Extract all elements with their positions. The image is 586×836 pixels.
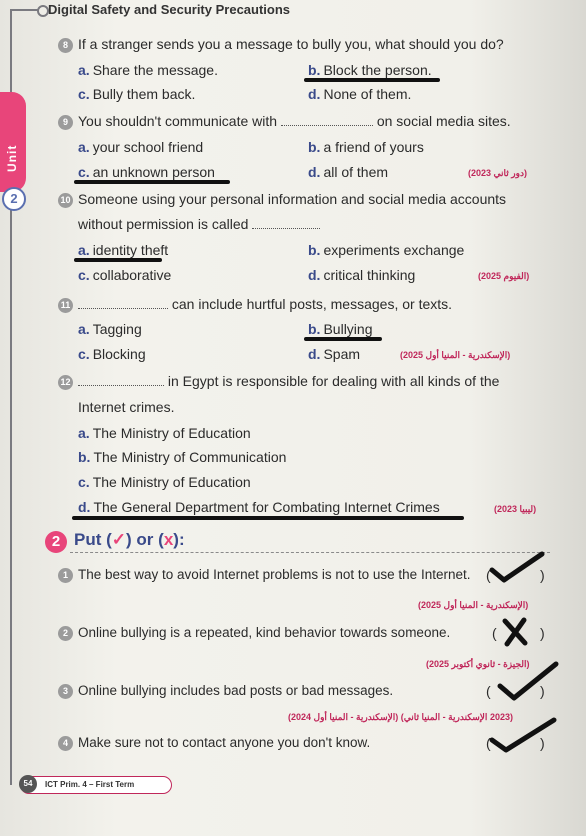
option-b: b. The Ministry of Communication [78,449,287,465]
question-text-after: can include hurtful posts, messages, or texts. [171,296,453,312]
option-d: d. The General Department for Combating Internet Crimes [78,499,440,515]
statement-4 [58,735,370,751]
statement-text: Online bullying includes bad posts or bad messages. [78,683,394,698]
exam-source: (2025 الفيوم) [478,271,530,281]
section-2-badge: 2 [45,531,67,553]
statement-number-badge: 2 [58,626,73,641]
check-mark-icon [488,716,558,754]
answer-paren-close: ) [540,683,545,699]
question-number-badge: 8 [58,38,73,53]
option-text: Share the message. [92,62,218,78]
page-header-title: Digital Safety and Security Precautions [48,2,291,17]
section-2-title [74,530,185,550]
option-d: d. critical thinking [308,267,416,283]
answer-paren-open: ( [486,683,491,699]
section-divider [70,552,550,554]
exam-source: (2024 الإسكندرية - المنيا أول) (2023 الإسكندرية - المنيا ثاني) [288,712,513,722]
statement-number-badge: 3 [58,684,73,699]
question-text-line2: Internet crimes. [78,399,175,415]
answer-blank [78,308,168,309]
option-c: c. collaborative [78,267,172,283]
answer-blank [78,385,164,386]
page-number: 54 [19,775,37,793]
title-part: ): [173,530,185,549]
question-number-badge: 12 [58,375,73,390]
option-c: c. Blocking [78,346,146,362]
answer-paren-close: ) [540,735,545,751]
unit-label: Unit [5,144,19,172]
option-b: b. experiments exchange [308,242,465,258]
question-12-line2 [78,399,174,415]
option-d: d. all of them [308,164,389,180]
question-12 [58,373,499,390]
question-text-before: You shouldn't communicate with [78,113,278,129]
rail-top-line [10,9,40,11]
question-number-badge: 10 [58,193,73,208]
option-a: a. The Ministry of Education [78,425,251,441]
answer-underline [72,516,464,520]
option-text: all of them [323,164,389,180]
option-text: experiments exchange [323,242,465,258]
exam-source: (2023 دور ثاني) [468,168,527,178]
option-b: b. Bullying [308,321,373,337]
option-text: Spam [323,346,361,362]
question-text: If a stranger sends you a message to bully you, what should you do? [78,36,504,52]
option-a: a. identity theft [78,242,169,258]
option-c: c. Bully them back. [78,86,196,102]
exam-source: (2025 الإسكندرية - المنيا أول) [418,600,529,610]
question-11 [58,296,452,313]
title-part: ) or ( [126,530,164,549]
option-text: an unknown person [92,164,215,180]
title-part: Put ( [74,530,112,549]
footer-text: ICT Prim. 4 – First Term [45,780,135,789]
option-a: a. Share the message. [78,62,218,78]
option-text: The Ministry of Education [92,474,251,490]
option-text: The General Department for Combating Internet Crimes [93,499,440,515]
answer-underline [304,78,440,82]
cross-mark-icon [500,616,530,648]
question-text-line1: Someone using your personal information and social media accounts [78,191,507,207]
option-text: collaborative [92,267,172,283]
option-text: The Ministry of Education [92,425,251,441]
option-text: identity theft [92,242,169,258]
statement-number-badge: 1 [58,568,73,583]
statement-text: Make sure not to contact anyone you don't know. [78,735,371,750]
option-text: critical thinking [323,267,416,283]
question-number-badge: 11 [58,298,73,313]
unit-tab [0,92,26,206]
option-text: Bullying [323,321,373,337]
exam-source: (2023 ليبيا) [494,504,537,514]
check-mark-icon [488,550,546,584]
option-b: b. Block the person. [308,62,432,78]
option-a: a. Tagging [78,321,142,337]
option-text: The Ministry of Communication [93,449,287,465]
question-10-line2 [78,216,320,232]
page-footer [20,776,172,794]
option-text: Tagging [92,321,142,337]
unit-number-badge: 2 [2,187,26,211]
check-symbol: ✓ [111,530,127,549]
option-b: b. a friend of yours [308,139,424,155]
option-text: Block the person. [323,62,432,78]
exam-source: (2025 الإسكندرية - المنيا أول) [400,350,511,360]
option-c: c. The Ministry of Education [78,474,251,490]
answer-underline [74,258,162,262]
answer-paren-close: ) [540,567,545,583]
question-8 [58,36,504,53]
question-text-line2: without permission is called [78,216,249,232]
question-text-line1: in Egypt is responsible for dealing with all kinds of the [167,373,500,389]
option-text: a friend of yours [323,139,424,155]
question-9 [58,113,511,130]
statement-text: The best way to avoid Internet problems is not to use the Internet. [78,567,471,582]
option-text: Bully them back. [92,86,196,102]
option-text: your school friend [92,139,204,155]
exam-source: (2025 الجيزة - ثانوي أكتوبر) [426,659,530,669]
answer-blank [252,228,320,229]
statement-2 [58,625,450,641]
answer-paren-open: ( [492,625,497,641]
question-text-after: on social media sites. [376,113,511,129]
question-10 [58,191,506,208]
statement-number-badge: 4 [58,736,73,751]
option-c: c. an unknown person [78,164,215,180]
answer-underline [304,337,382,341]
answer-blank [281,125,373,126]
answer-paren-close: ) [540,625,545,641]
option-text: Blocking [92,346,146,362]
option-text: None of them. [323,86,412,102]
answer-paren-open: ( [486,735,491,751]
answer-paren-open: ( [486,567,491,583]
option-d: d. Spam [308,346,361,362]
x-symbol: x [163,530,174,549]
statement-3 [58,683,393,699]
statement-1 [58,567,470,583]
option-a: a. your school friend [78,139,204,155]
question-number-badge: 9 [58,115,73,130]
statement-text: Online bullying is a repeated, kind behavior towards someone. [78,625,451,640]
answer-underline [74,180,230,184]
check-mark-icon [496,660,560,702]
option-d: d. None of them. [308,86,412,102]
